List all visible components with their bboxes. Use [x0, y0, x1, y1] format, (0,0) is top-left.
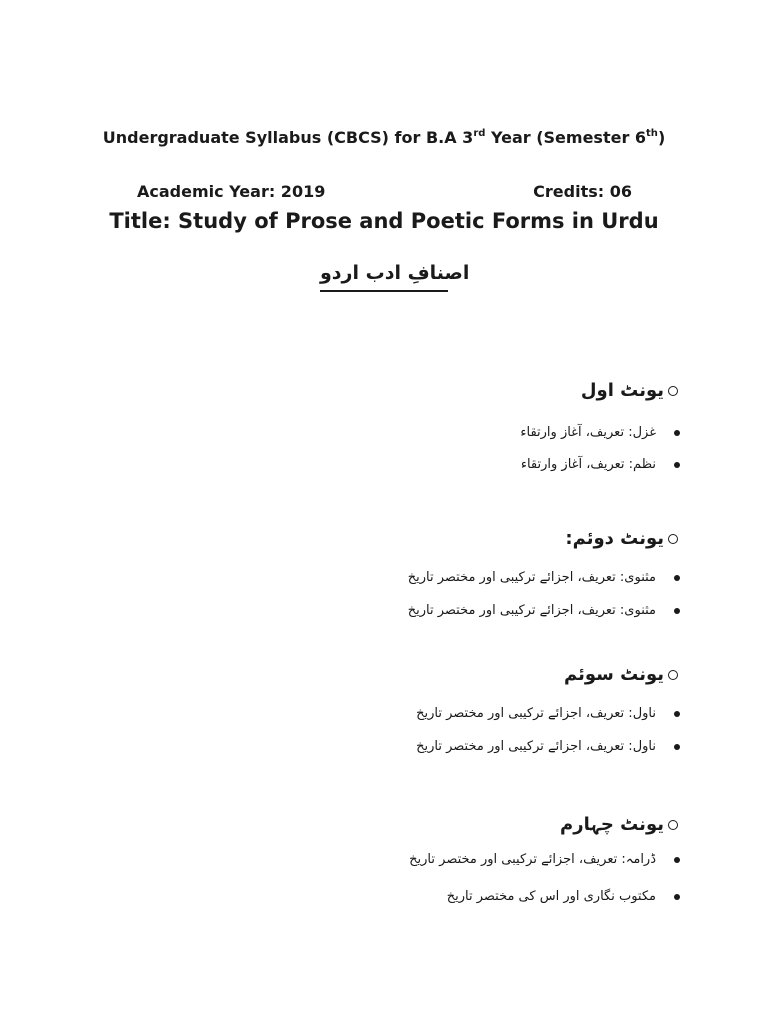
semester-ordinal: th — [646, 128, 658, 139]
unit-heading-text: یونٹ سوئم — [564, 664, 664, 685]
list-item-text: ناول: تعریف، اجزائے ترکیبی اور مختصر تاریخ — [416, 739, 656, 754]
list-item-text: ڈرامہ: تعریف، اجزائے ترکیبی اور مختصر تاریخ — [409, 852, 656, 867]
list-item-text: نظم: تعریف، آغاز وارتقاء — [520, 457, 656, 472]
bullet-icon — [674, 894, 680, 900]
unit-heading-3 — [564, 664, 678, 685]
list-item — [408, 570, 680, 585]
bullet-icon — [674, 575, 680, 581]
bullet-icon — [674, 608, 680, 614]
urdu-title: اصنافِ ادب اردو — [320, 262, 470, 284]
bullet-icon — [674, 711, 680, 717]
circle-bullet-icon — [668, 386, 678, 396]
list-item — [521, 457, 680, 472]
circle-bullet-icon — [668, 820, 678, 830]
unit-heading-1 — [581, 380, 678, 401]
circle-bullet-icon — [668, 670, 678, 680]
syllabus-prefix: Undergraduate Syllabus (CBCS) for B.A 3 — [102, 128, 474, 147]
unit-heading-text: یونٹ چہارم — [560, 814, 664, 835]
unit-heading-text: یونٹ دوئم: — [565, 528, 664, 549]
urdu-title-block — [320, 262, 470, 292]
list-item — [408, 603, 680, 618]
academic-year: Academic Year: 2019 — [137, 182, 326, 201]
unit-heading-text: یونٹ اول — [580, 380, 664, 401]
list-item-text: غزل: تعریف، آغاز وارتقاء — [520, 425, 656, 440]
list-item-text: مثنوی: تعریف، اجزائے ترکیبی اور مختصر تاریخ — [407, 603, 656, 618]
list-item — [520, 425, 680, 440]
course-title: Title: Study of Prose and Poetic Forms in Urdu — [109, 209, 659, 233]
bullet-icon — [674, 857, 680, 863]
circle-bullet-icon — [668, 534, 678, 544]
syllabus-suffix: ) — [657, 128, 666, 147]
unit-heading-2 — [565, 528, 678, 549]
year-ordinal: rd — [473, 128, 486, 139]
list-item — [409, 852, 680, 867]
bullet-icon — [674, 430, 680, 436]
list-item — [447, 889, 680, 904]
list-item — [416, 739, 680, 754]
list-item-text: مکتوب نگاری اور اس کی مختصر تاریخ — [446, 889, 656, 904]
list-item-text: مثنوی: تعریف، اجزائے ترکیبی اور مختصر تاریخ — [407, 570, 656, 585]
unit-heading-4 — [560, 814, 678, 835]
list-item — [416, 706, 680, 721]
bullet-icon — [674, 744, 680, 750]
syllabus-mid: Year (Semester 6 — [485, 128, 647, 147]
credits: Credits: 06 — [533, 182, 632, 201]
bullet-icon — [674, 462, 680, 468]
syllabus-heading — [0, 128, 768, 147]
list-item-text: ناول: تعریف، اجزائے ترکیبی اور مختصر تاریخ — [416, 706, 656, 721]
